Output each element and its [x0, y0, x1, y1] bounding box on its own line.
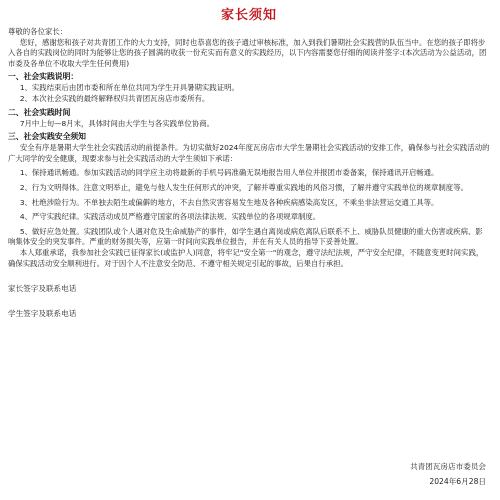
- safety-item-1: 1、保持通讯畅通。参加实践活动的同学应主动将最新的手机号码准确无误地报告用人单位并报团市委备案，保持通讯开启畅通。: [19, 168, 439, 178]
- student-signature-label: 学生签字及联系电话: [8, 309, 77, 319]
- intro-paragraph: 您好，感谢您和孩子对共青团工作的大力支持，同时也恭喜您的孩子通过审核标准，加入到我们暑期社会实践营的队伍当中。在您的孩子即将步入各自的实践岗位的同时为能够让您的孩子圆满的收获一份充实而有意义的实践经历，以下内容需要您仔细的阅读并签字:(本次活动为公益活动，团市委及各单位不收取大学生任何费用): [8, 37, 487, 68]
- explanation-item-2: 2、本次社会实践的最终解释权归共青团瓦房店市委所有。: [19, 93, 210, 103]
- issuing-organization: 共青团瓦房店市委员会: [410, 462, 486, 471]
- section-heading-explanation: 一、社会实践说明：: [8, 72, 79, 82]
- section-heading-safety: 三、社会实践安全须知: [8, 132, 86, 142]
- page-title: 家长须知: [220, 8, 277, 23]
- safety-item-4: 4、严守实践纪律。实践活动成员严格遵守国家的各项法律法规、实践单位的各项规章制度。: [19, 212, 321, 222]
- section-heading-time: 二、社会实践时间: [8, 107, 71, 117]
- safety-item-5: 5、做好应急处置。实践团队或个人遇对危及生命威胁产的事件，如学生遇自离岗或病危离队后联系不上、威胁队员健康的重大伤害或疾病、影响集体安全的突发事件。严重的财务损失等，应第一时间向实践单位报告，并在有关人员的指导下妥善处置。: [8, 226, 483, 247]
- explanation-item-1: 1、实践结束后由团市委和所在单位共同为学生开具暑期实践证明。: [19, 83, 239, 93]
- safety-intro: 安全有序是暑期大学生社会实践活动的前提条件。为切实做好2024年度瓦房店市大学生暑期社会实践活动的安排工作，确保参与社会实践活动的广大同学的安全健康，现要求参与社会实践活动的大学生须如下承诺：: [8, 143, 490, 163]
- safety-item-3: 3、杜绝涉险行为。不单独去陌生或偏僻的地方，不去自然灾害容易发生地及各种疾病感染高发区，不乘坐非法营运交通工具等。: [19, 197, 439, 207]
- parent-signature-label: 家长签字及联系电话: [8, 284, 77, 294]
- safety-commitment: 本人郑重承诺，我参加社会实践已征得家长(或监护人)同意，将牢记"安全第一"的观念，遵守法纪法规，严守安全纪律，不随意变更时间实践，确保实践活动安全顺利进行。对于因个人不注意安全防范、不遵守相关规定引起的事故，后果自行承担。: [8, 247, 484, 268]
- safety-item-2: 2、行为文明得体。注意文明举止，避免与他人发生任何形式的冲突，了解并尊重实践地的风俗习惯，了解并遵守实践单位的规章制度等。: [19, 182, 468, 192]
- time-text: 7月中上旬—8月末，具体时间由大学生与各实践单位协商。: [19, 118, 215, 128]
- issue-date: 2024年6月28日: [429, 477, 486, 486]
- greeting: 尊敬的各位家长：: [8, 27, 68, 36]
